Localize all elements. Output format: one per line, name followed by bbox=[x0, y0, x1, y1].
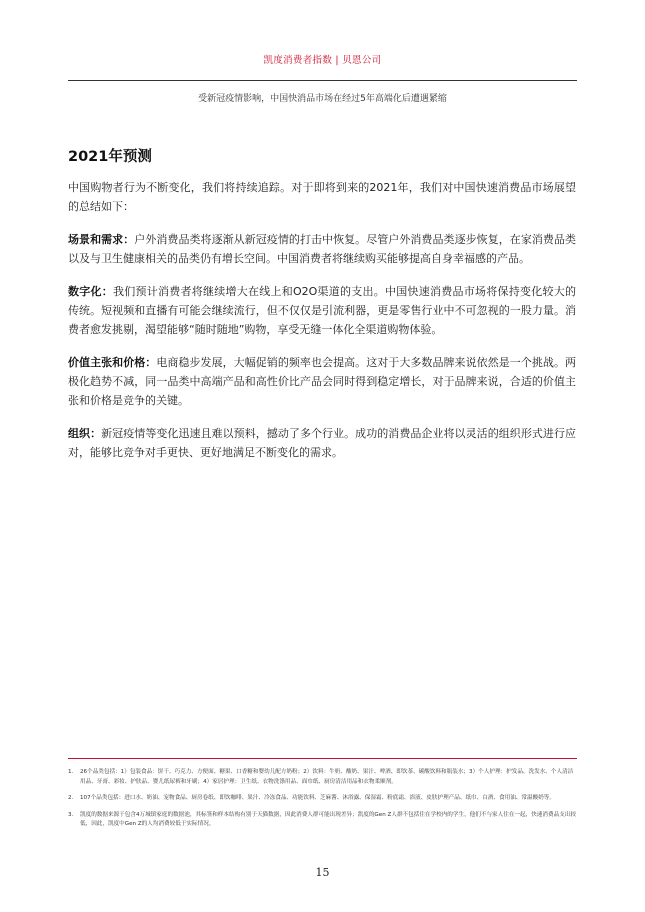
header-subtitle: 受新冠疫情影响，中国快消品市场在经过5年高端化后遭遇紧缩 bbox=[198, 94, 447, 104]
paragraph-text: 新冠疫情等变化迅速且难以预料，撼动了多个行业。成功的消费品企业将以灵活的组织形式进行应对，能够比竞争对手更快、更好地满足不断变化的需求。 bbox=[68, 427, 577, 459]
paragraph-organization bbox=[68, 424, 576, 462]
header-brand: 凯度消费者指数 | 贝恩公司 bbox=[263, 55, 382, 66]
footnote-text: 107个品类包括：进口水、奶油、宠物食品、厨房卷纸、即饮咖啡、果汁、冷冻食品、功能饮料、芝麻酱、沐浴露、保湿霜、粉底霜、浴液、皮肤护理产品、纸巾、白酒、食用油、常温酸奶等。 bbox=[80, 795, 555, 801]
footnote-number: 2. bbox=[68, 795, 74, 801]
footnote-number: 3. bbox=[68, 811, 74, 818]
section-heading: 2021年预测 bbox=[68, 149, 152, 165]
paragraph-text: 电商稳步发展，大幅促销的频率也会提高。这对于大多数品牌来说依然是一个挑战。两极化趋势不减，同一品类中高端产品和高性价比产品会同时得到稳定增长，对于品牌来说，合适的价值主张和价格是竞争的关键。 bbox=[68, 356, 577, 407]
footnote-divider bbox=[68, 758, 577, 759]
paragraph-scenario-demand bbox=[68, 230, 576, 268]
paragraph-text: 户外消费品类将逐渐从新冠疫情的打击中恢复。尽管户外消费品类逐步恢复，在家消费品类以及与卫生健康相关的品类仍有增长空间。中国消费者将继续购买能够提高自身幸福感的产品。 bbox=[68, 233, 577, 265]
footnote-text: 凯度的数据来源于包含4万城镇家庭的数据池，其标签和样本结构有别于天猫数据，因此消费人群可能出现差异；凯度的Gen Z人群不包括住在学校内的学生，他们不与家人住在一起，快速消费品支出较低，因此，凯度中Gen Z的人均消费较低于实际情况。 bbox=[80, 811, 576, 827]
footnote-text: 26个品类包括：1）包装食品：饼干、巧克力、方便面、糖果、口香糖和婴幼儿配方奶粉；2）饮料：牛奶、酸奶、果汁、啤酒、即饮茶、碳酸饮料和瓶装水；3）个人护理：护发品、洗发水、个人清洁用品、牙膏、彩妆、护肤品、婴儿纸尿裤和牙刷；4）家居护理：卫生纸、衣物洗涤用品、面巾纸、厨房清洁用品和衣物柔顺剂。 bbox=[80, 769, 574, 785]
page-number: 15 bbox=[315, 866, 330, 879]
header-divider bbox=[68, 80, 577, 81]
paragraph-lead: 数字化： bbox=[68, 285, 113, 298]
intro-paragraph: 中国购物者行为不断变化，我们将持续追踪。对于即将到来的2021年，我们对中国快速消费品市场展望的总结如下： bbox=[68, 181, 576, 213]
paragraph-lead: 价值主张和价格： bbox=[68, 356, 157, 369]
footnote-number: 1. bbox=[68, 769, 74, 775]
paragraph-lead: 组织： bbox=[68, 427, 102, 440]
paragraph-digitalization bbox=[68, 282, 576, 339]
paragraph-lead: 场景和需求： bbox=[68, 233, 135, 246]
paragraph-text: 我们预计消费者将继续增大在线上和O2O渠道的支出。中国快速消费品市场将保持变化较大的传统。短视频和直播有可能会继续流行，但不仅仅是引流利器，更是零售行业中不可忽视的一股力量。消费者愈发挑剔，渴望能够“随时随地”购物，享受无缝一体化全渠道购物体验。 bbox=[68, 285, 577, 336]
footnote-item bbox=[68, 794, 577, 804]
footnote-item bbox=[68, 811, 577, 830]
body-content bbox=[68, 178, 576, 476]
paragraph-value-price bbox=[68, 353, 576, 410]
footnote-item bbox=[68, 768, 577, 787]
footnotes bbox=[68, 768, 577, 837]
